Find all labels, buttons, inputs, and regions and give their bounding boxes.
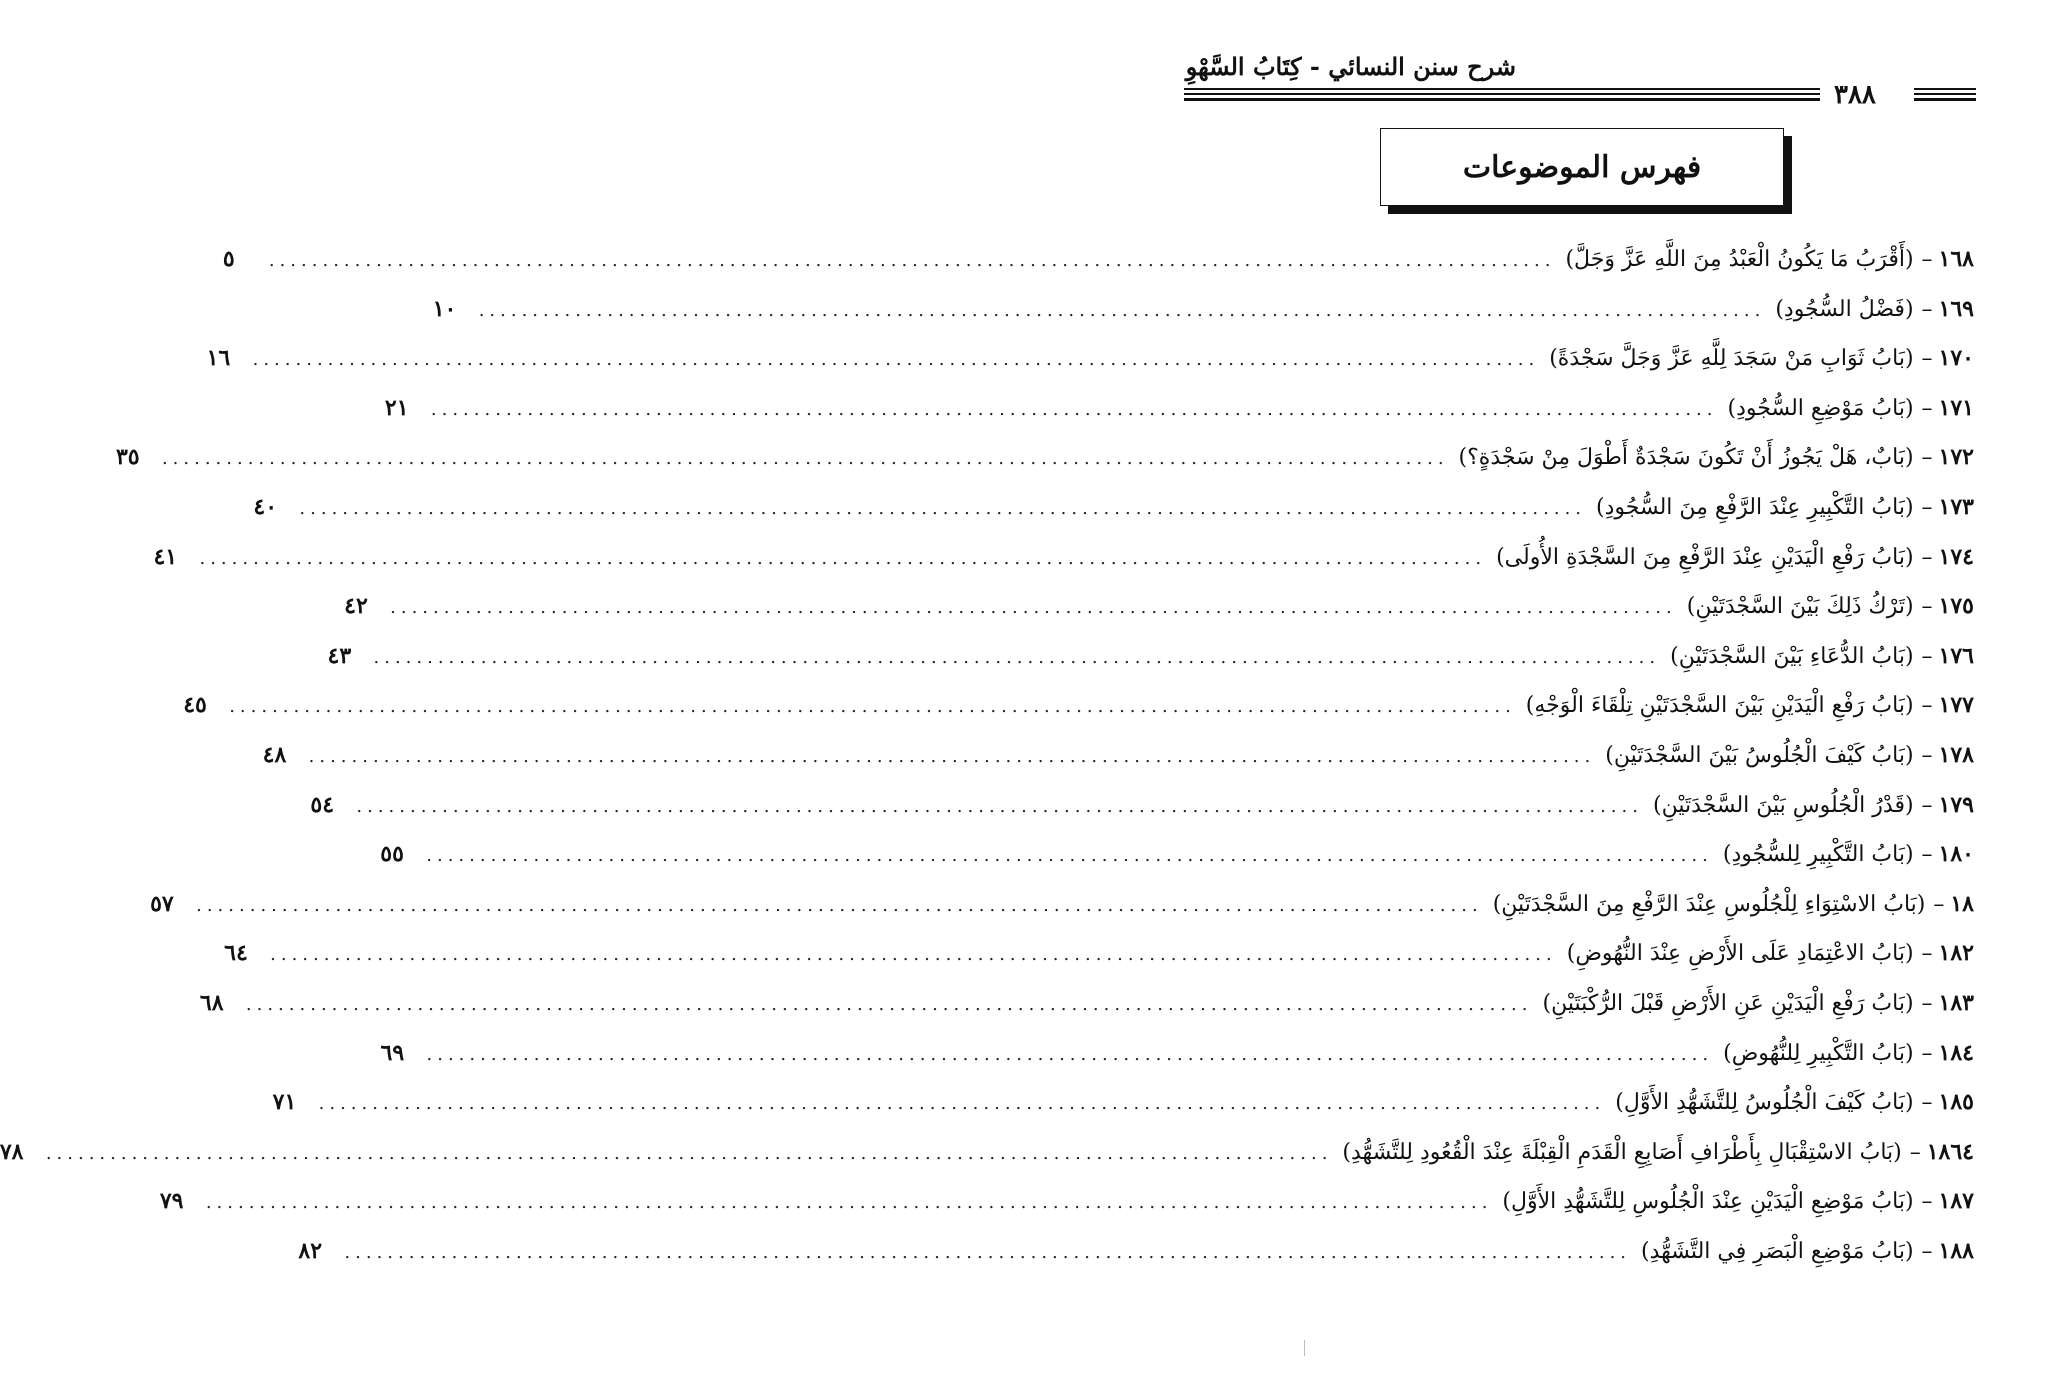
toc-entry-title: (بَابُ ثَوَابِ مَنْ سَجَدَ لِلَّهِ عَزَّ وَجَلَّ سَجْدَةً) [1549, 346, 1914, 372]
toc-entry-title: (بَابُ كَيْفَ الْجُلُوسُ بَيْنَ السَّجْدَتَيْنِ) [1605, 742, 1914, 768]
toc-entry-dash: – [1921, 395, 1933, 421]
toc-entry-page: ٧٩ [159, 1188, 184, 1215]
toc-entry [153, 543, 1974, 594]
toc-entry [272, 1089, 1974, 1139]
toc-entry-title: (بَابُ التَّكْبِيرِ عِنْدَ الرَّفْعِ مِنَ السُّجُودِ) [1596, 494, 1914, 520]
toc-entry [380, 1039, 1974, 1090]
toc-entry-title: (بَابُ الاسْتِقْبَالِ بِأَطْرَافِ أَصَابِعِ الْقَدَمِ الْقِبْلَةَ عِنْدَ الْقُعُودِ لِلتَّشَهُّدِ) [1342, 1139, 1902, 1165]
toc-entry [222, 246, 1974, 296]
header-rule-right-top [1184, 88, 1820, 90]
toc-entry-dash: – [1921, 792, 1933, 818]
toc-entry [224, 940, 1974, 990]
toc-entry [159, 1188, 1974, 1238]
toc-entry-title: (تَرْكُ ذَلِكَ بَيْنَ السَّجْدَتَيْنِ) [1686, 594, 1914, 620]
toc-entry-title: (بَابُ الدُّعَاءِ بَيْنَ السَّجْدَتَيْنِ) [1670, 643, 1914, 669]
toc-entry-leader-dots: ........................................................................................................................ [229, 696, 1516, 718]
toc-entry-dash: – [1921, 990, 1933, 1016]
toc-entry-page: ٥٧ [150, 890, 174, 917]
toc-entry-page: ٤٥ [183, 692, 207, 719]
toc-entry-dash: – [1921, 1189, 1933, 1215]
toc-entry-number: ١٨٨ [1938, 1237, 1974, 1264]
toc-entry-leader-dots: ........................................................................................................................ [245, 993, 1533, 1015]
running-header-title: شرح سنن النسائي - كِتَابُ السَّهْوِ [1185, 52, 1516, 81]
toc-entry-number: ١٨٢ [1938, 940, 1974, 967]
toc-entry [432, 295, 1974, 346]
toc-entry-number: ١٧٨ [1938, 741, 1974, 768]
toc-entry-page: ٧٨ [0, 1138, 24, 1165]
toc-entry [0, 1138, 1974, 1189]
toc-entry-title: (بَابُ رَفْعِ الْيَدَيْنِ عِنْدَ الرَّفْعِ مِنَ السَّجْدَةِ الأُولَى) [1496, 544, 1914, 570]
toc-entry [310, 791, 1974, 842]
table-of-contents [0, 246, 1974, 1287]
toc-entry-title: (بَابُ رَفْعِ الْيَدَيْنِ عَنِ الأَرْضِ قَبْلَ الرُّكْبَتَيْنِ) [1542, 990, 1914, 1016]
toc-entry-title: (فَضْلُ السُّجُودِ) [1775, 296, 1914, 322]
toc-entry-number: ١٦٨ [1938, 246, 1974, 272]
toc-entry-number: ١٧٦ [1938, 642, 1974, 669]
toc-entry [253, 493, 1974, 544]
toc-entry-leader-dots: ........................................................................................................................ [426, 845, 1713, 867]
toc-entry-page: ١٦ [206, 345, 231, 372]
toc-entry-page: ٧١ [272, 1089, 297, 1116]
toc-entry-number: ١٧٢ [1938, 444, 1974, 471]
toc-entry-number: ١٧٤ [1938, 543, 1974, 570]
toc-entry-dash: – [1921, 296, 1933, 322]
toc-entry-number: ١٧٩ [1938, 791, 1974, 818]
toc-entry-page: ٤٣ [327, 642, 352, 669]
toc-entry-leader-dots: ........................................................................................................................ [430, 398, 1718, 420]
toc-entry-leader-dots: ........................................................................................................................ [318, 1093, 1606, 1115]
page-number: ٣٨٨ [1834, 80, 1876, 110]
toc-entry-page: ٥ [222, 246, 235, 272]
toc-entry-page: ٢١ [384, 394, 409, 421]
toc-entry-leader-dots: ........................................................................................................................ [390, 597, 1677, 619]
toc-entry-page: ٤٢ [344, 593, 368, 620]
toc-entry [206, 345, 1974, 395]
toc-entry-number: ١٧٣ [1938, 493, 1974, 520]
toc-entry-title: (بَابُ الاعْتِمَادِ عَلَى الأَرْضِ عِنْدَ النُّهُوضِ) [1566, 941, 1914, 967]
toc-entry-dash: – [1921, 643, 1933, 669]
toc-entry-leader-dots: ........................................................................................................................ [268, 250, 1556, 271]
toc-entry-leader-dots: ........................................................................................................................ [356, 795, 1643, 817]
toc-entry-dash: – [1921, 693, 1933, 719]
toc-entry-number: ١٨٦٤ [1926, 1138, 1974, 1165]
toc-entry-page: ٥٤ [310, 791, 335, 818]
toc-entry-title: (بَابُ التَّكْبِيرِ لِلسُّجُودِ) [1722, 842, 1914, 868]
toc-entry-dash: – [1921, 1090, 1933, 1116]
toc-entry-dash: – [1921, 544, 1933, 570]
toc-entry-leader-dots: ........................................................................................................................ [426, 1043, 1714, 1065]
toc-entry-dash: – [1921, 445, 1933, 471]
toc-entry-leader-dots: ........................................................................................................................ [199, 547, 1487, 569]
toc-entry-dash: – [1921, 941, 1933, 967]
toc-entry [199, 989, 1974, 1040]
toc-entry [380, 841, 1974, 891]
toc-entry [344, 593, 1974, 643]
toc-entry-page: ٨٢ [298, 1237, 323, 1264]
toc-entry-page: ٥٥ [380, 841, 404, 868]
section-heading-box [1380, 128, 1784, 206]
toc-entry-number: ١٧٧ [1938, 692, 1974, 719]
toc-entry-leader-dots: ........................................................................................................................ [252, 349, 1540, 371]
toc-entry [115, 444, 1974, 494]
header-rule-left-bottom [1914, 93, 1976, 95]
toc-entry-title: (بَابُ مَوْضِعِ الْبَصَرِ فِي التَّشَهُّدِ) [1641, 1238, 1914, 1264]
header-rule-right-base [1184, 98, 1820, 101]
toc-entry-number: ١٨٠ [1938, 841, 1974, 868]
toc-entry-number: ١٨٣ [1938, 989, 1974, 1016]
toc-entry-leader-dots: ........................................................................................................................ [196, 894, 1483, 916]
toc-entry-title: (أَقْرَبُ مَا يَكُونُ الْعَبْدُ مِنَ اللَّهِ عَزَّ وَجَلَّ) [1565, 247, 1914, 272]
toc-entry [327, 642, 1974, 693]
toc-entry-leader-dots: ........................................................................................................................ [161, 448, 1449, 470]
toc-entry-number: ١٧٥ [1938, 593, 1974, 620]
toc-entry-leader-dots: ........................................................................................................................ [344, 1241, 1632, 1263]
toc-entry-number: ١٧٠ [1938, 345, 1974, 372]
toc-entry-number: ١٦٩ [1938, 295, 1974, 322]
toc-entry-page: ٤٨ [262, 741, 287, 768]
toc-entry-dash: – [1921, 346, 1933, 372]
toc-entry-number: ١٨٤ [1938, 1039, 1974, 1066]
toc-entry-dash: – [1909, 1139, 1921, 1165]
toc-entry-page: ٤٠ [253, 493, 278, 520]
toc-entry-leader-dots: ........................................................................................................................ [373, 646, 1661, 668]
toc-entry-page: ٦٩ [380, 1039, 405, 1066]
toc-entry-title: (بَابُ مَوْضِعِ الْيَدَيْنِ عِنْدَ الْجُلُوسِ لِلتَّشَهُّدِ الأَوَّلِ) [1502, 1189, 1914, 1215]
toc-entry [262, 741, 1974, 792]
toc-entry-dash: – [1921, 247, 1933, 272]
toc-entry-dash: – [1933, 891, 1945, 917]
toc-entry-page: ٤١ [153, 543, 178, 570]
toc-entry-page: ٣٥ [115, 444, 140, 471]
toc-entry-number: ١٧١ [1938, 394, 1974, 421]
toc-entry-dash: – [1921, 594, 1933, 620]
toc-entry-leader-dots: ........................................................................................................................ [308, 745, 1596, 767]
toc-entry-dash: – [1921, 842, 1933, 868]
toc-entry-dash: – [1921, 1040, 1933, 1066]
toc-entry-leader-dots: ........................................................................................................................ [478, 299, 1766, 321]
toc-entry-page: ٦٤ [224, 940, 248, 967]
toc-entry-title: (بَابُ الاسْتِوَاءِ لِلْجُلُوسِ عِنْدَ الرَّفْعِ مِنَ السَّجْدَتَيْنِ) [1492, 891, 1926, 917]
toc-entry-title: (بَابُ رَفْعِ الْيَدَيْنِ بَيْنَ السَّجْدَتَيْنِ تِلْقَاءَ الْوَجْهِ) [1525, 693, 1914, 719]
section-heading: فهرس الموضوعات [1462, 149, 1702, 185]
toc-entry-page: ١٠ [432, 295, 457, 322]
header-rule-left-top [1914, 88, 1976, 90]
toc-entry [298, 1237, 1974, 1288]
toc-entry-title: (بَابُ التَّكْبِيرِ لِلنُّهُوضِ) [1723, 1040, 1914, 1066]
header-rule-left-base [1914, 98, 1976, 101]
toc-entry-dash: – [1921, 1238, 1933, 1264]
toc-entry-title: (بَابُ مَوْضِعِ السُّجُودِ) [1727, 395, 1914, 421]
toc-entry-leader-dots: ........................................................................................................................ [299, 497, 1587, 519]
toc-entry [384, 394, 1974, 445]
toc-entry-leader-dots: ........................................................................................................................ [205, 1192, 1493, 1214]
toc-entry-leader-dots: ........................................................................................................................ [45, 1142, 1333, 1164]
toc-entry-number: ١٨٧ [1938, 1188, 1974, 1215]
margin-mark [1304, 1340, 1305, 1356]
toc-entry-number: ١٨ [1950, 890, 1974, 917]
toc-entry-dash: – [1921, 494, 1933, 520]
toc-entry-title: (بَابٌ، هَلْ يَجُوزُ أَنْ تَكُونَ سَجْدَةٌ أَطْوَلَ مِنْ سَجْدَةٍ؟) [1458, 445, 1914, 471]
toc-entry-title: (بَابُ كَيْفَ الْجُلُوسُ لِلتَّشَهُّدِ الأَوَّلِ) [1615, 1090, 1914, 1116]
toc-entry-leader-dots: ........................................................................................................................ [270, 944, 1557, 966]
toc-entry-page: ٦٨ [199, 989, 224, 1016]
toc-entry-dash: – [1921, 742, 1933, 768]
header-rule-right-bottom [1184, 93, 1820, 95]
toc-entry [150, 890, 1974, 941]
toc-entry-title: (قَدْرُ الْجُلُوسِ بَيْنَ السَّجْدَتَيْنِ) [1652, 792, 1914, 818]
toc-entry-number: ١٨٥ [1938, 1089, 1974, 1116]
toc-entry [183, 692, 1974, 742]
